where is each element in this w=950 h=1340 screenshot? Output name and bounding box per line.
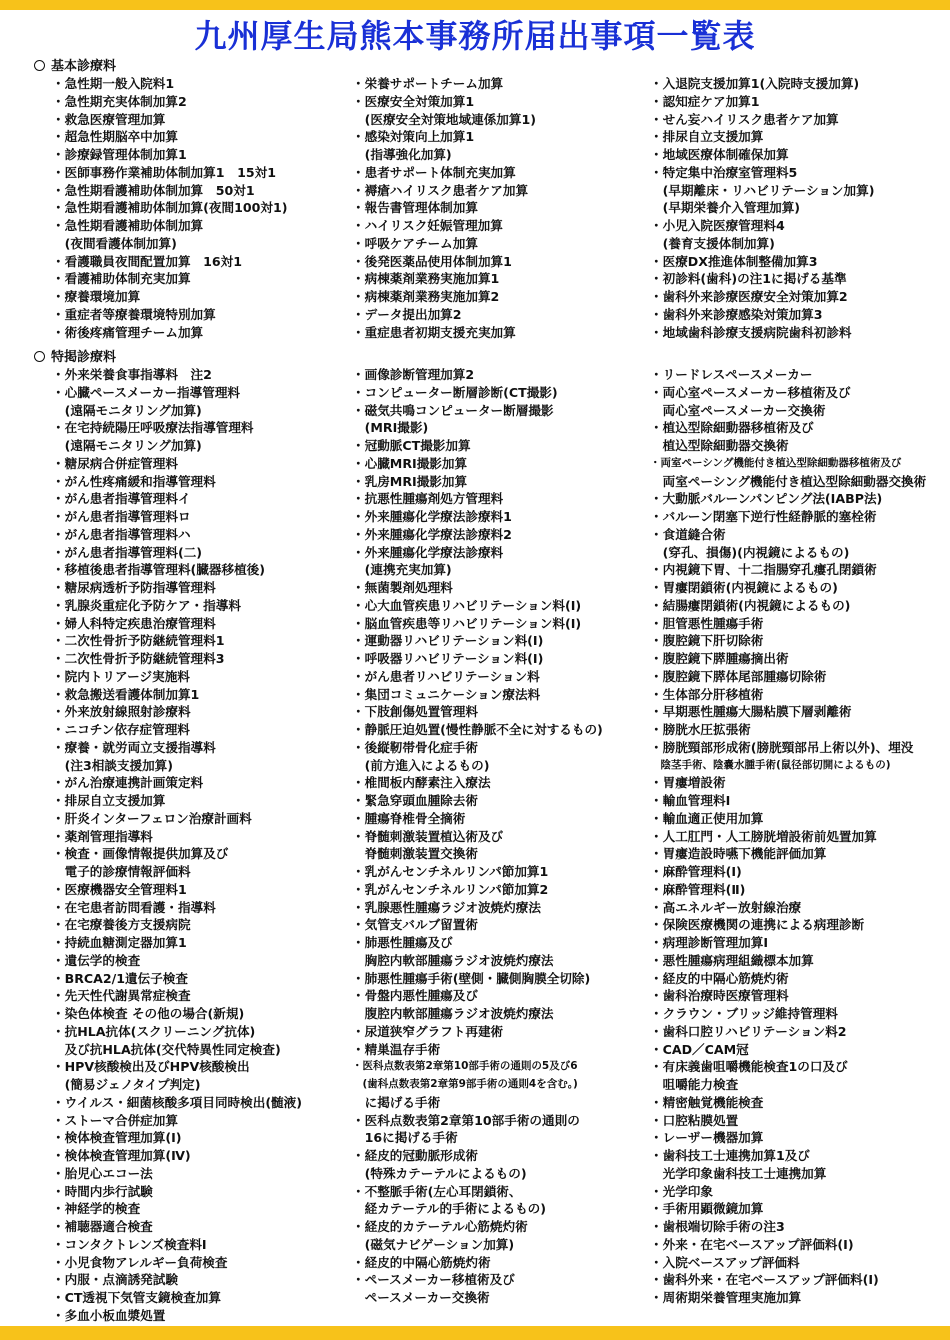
- list-item: ・医科点数表第2章第10部手術の通則の5及び6: [352, 1060, 578, 1073]
- list-item: ・麻酔管理料(Ⅱ): [650, 881, 746, 897]
- list-item: ・検体検査管理加算(Ⅰ): [52, 1130, 182, 1146]
- list-item: ・外来腫瘍化学療法診療料: [352, 544, 504, 560]
- list-item: ・持続血糖測定器加算1: [52, 935, 187, 950]
- list-item: ・磁気共鳴コンピューター断層撮影: [352, 402, 554, 418]
- list-item: ペースメーカー交換術: [352, 1290, 490, 1305]
- list-item: ・医療安全対策加算1: [352, 93, 475, 109]
- list-item: ・神経学的検査: [52, 1201, 141, 1217]
- list-item: (前方進入によるもの): [352, 757, 490, 773]
- list-item: ・術後疼痛管理チーム加算: [52, 324, 204, 340]
- list-item: ・経皮的中隔心筋焼灼術: [650, 970, 789, 986]
- list-item: ・呼吸ケアチーム加算: [352, 235, 478, 251]
- list-item: ・コンピューター断層診断(CT撮影): [352, 384, 558, 400]
- list-item: ・排尿自立支援加算: [52, 793, 166, 808]
- list-item: 植込型除細動器交換術: [650, 438, 789, 453]
- list-item: ・感染対策向上加算1: [352, 129, 475, 145]
- list-item: ・脊髄刺激装置植込術及び: [352, 828, 504, 844]
- list-item: ・先天性代謝異常症検査: [52, 988, 191, 1004]
- list-item: ・腫瘍脊椎骨全摘術: [352, 810, 466, 826]
- list-item: ・患者サポート体制充実加算: [352, 164, 516, 180]
- list-item: ・診療録管理体制加算1: [52, 147, 187, 162]
- list-item: ・心大血管疾患リハビリテーション料(Ⅰ): [352, 597, 582, 613]
- list-item: ・救急医療管理加算: [52, 111, 166, 127]
- list-item: ・報告書管理体制加算: [352, 200, 478, 216]
- list-item: ・歯科口腔リハビリテーション料2: [650, 1023, 847, 1039]
- list-item: ・両室ペーシング機能付き植込型除細動器移植術及び: [650, 456, 902, 469]
- list-item: (遠隔モニタリング加算): [52, 438, 202, 453]
- list-item: 及び抗HLA抗体(交代特異性同定検査): [52, 1041, 281, 1057]
- list-item: ・重症患者初期支援充実加算: [352, 324, 516, 340]
- list-item: ・HPV核酸検出及びHPV核酸検出: [52, 1059, 250, 1075]
- list-item: 両室ペーシング機能付き植込型除細動器交換術: [650, 473, 927, 489]
- list-item: ・二次性骨折予防継続管理料1: [52, 633, 225, 649]
- list-item: ・医療DX推進体制整備加算3: [650, 253, 818, 269]
- list-item: ・糖尿病透析予防指導管理料: [52, 580, 216, 595]
- list-item: ・手術用顕微鏡加算: [650, 1201, 764, 1217]
- list-item: ・外来腫瘍化学療法診療料1: [352, 509, 512, 524]
- list-item: ・悪性腫瘍病理組織標本加算: [650, 952, 814, 968]
- list-item: ・病理診断管理加算Ⅰ: [650, 935, 769, 950]
- list-item: ・輸血適正使用加算: [650, 810, 764, 826]
- list-item: ・歯根端切除手術の注3: [650, 1219, 785, 1234]
- circle-bullet-icon: [34, 351, 45, 362]
- list-item: ・歯科外来・在宅ベースアップ評価料(Ⅰ): [650, 1272, 879, 1288]
- list-item: ・看護職員夜間配置加算 16対1: [52, 253, 243, 269]
- list-item: (早期栄養介入管理加算): [650, 200, 801, 216]
- basic-column-2: [352, 75, 536, 341]
- list-item: ・補聴器適合検査: [52, 1219, 153, 1234]
- list-item: ・乳がんセンチネルリンパ節加算2: [352, 881, 549, 897]
- list-item: ・療養・就労両立支援指導料: [52, 739, 216, 755]
- list-item: ・コンタクトレンズ検査料Ⅰ: [52, 1236, 207, 1252]
- list-item: (磁気ナビゲーション加算): [352, 1236, 515, 1252]
- list-item: (注3相談支援加算): [52, 757, 174, 773]
- list-item: ・静脈圧迫処置(慢性静脈不全に対するもの): [352, 722, 603, 737]
- list-item: ・胃瘻増設術: [650, 775, 726, 791]
- list-item: ・BRCA2/1遺伝子検査: [52, 970, 188, 986]
- list-item: ・歯科技工士連携加算1及び: [650, 1148, 810, 1163]
- list-item: ・乳がんセンチネルリンパ節加算1: [352, 864, 549, 879]
- list-item: ・ストーマ合併症加算: [52, 1112, 178, 1128]
- list-item: (遠隔モニタリング加算): [52, 402, 202, 418]
- list-item: ・CT透視下気管支鏡検査加算: [52, 1290, 221, 1305]
- list-item: ・がん性疼痛緩和指導管理料: [52, 473, 216, 489]
- list-item: ・在宅患者訪問看護・指導料: [52, 899, 216, 915]
- list-item: ・抗悪性腫瘍剤処方管理料: [352, 491, 504, 507]
- list-item: ・遺伝学的検査: [52, 952, 141, 968]
- list-item: ・院内トリアージ実施料: [52, 668, 190, 684]
- list-item: ・病棟薬剤業務実施加算1: [352, 271, 500, 287]
- special-column-3: [650, 366, 926, 1307]
- page-title: 九州厚生局熊本事務所届出事項一覧表: [194, 17, 756, 55]
- list-item: ・乳腺悪性腫瘍ラジオ波焼灼療法: [352, 899, 541, 915]
- list-item: ・超急性期脳卒中加算: [52, 129, 178, 145]
- list-item: ・急性期看護補助体制加算 50対1: [52, 182, 255, 198]
- bottom-accent-bar: [0, 1326, 950, 1340]
- list-item: ・がん患者リハビリテーション料: [352, 668, 540, 684]
- list-item: ・大動脈バルーンパンピング法(IABP法): [650, 491, 883, 507]
- list-item: ・心臓MRI撮影加算: [352, 455, 468, 471]
- list-item: ・肺悪性腫瘍及び: [352, 935, 453, 950]
- list-item: ・経皮的カテーテル心筋焼灼術: [352, 1219, 528, 1234]
- list-item: ・医科点数表第2章第10部手術の通則の: [352, 1112, 580, 1128]
- list-item: ・がん治療連携計画策定料: [52, 775, 204, 791]
- list-item: ・高エネルギー放射線治療: [650, 899, 802, 915]
- list-item: ・CAD／CAM冠: [650, 1041, 749, 1057]
- list-item: ・婦人科特定疾患治療管理料: [52, 615, 216, 631]
- circle-bullet-icon: [34, 60, 45, 71]
- list-item: ・骨盤内悪性腫瘍及び: [352, 988, 478, 1004]
- list-item: に掲げる手術: [352, 1094, 441, 1110]
- list-item: ・食道縫合術: [650, 526, 726, 542]
- list-item: ・在宅療養後方支援病院: [52, 917, 191, 933]
- list-item: ・糖尿病合併症管理料: [52, 455, 178, 471]
- list-item: ・褥瘡ハイリスク患者ケア加算: [352, 182, 529, 198]
- list-item: ・胃瘻閉鎖術(内視鏡によるもの): [650, 580, 838, 595]
- list-item: ・緊急穿頭血腫除去術: [352, 793, 478, 808]
- list-item: 光学印象歯科技工士連携加算: [650, 1165, 827, 1181]
- list-item: ・多血小板血漿処置: [52, 1307, 166, 1323]
- list-item: ・ペースメーカー移植術及び: [352, 1272, 515, 1288]
- list-item: ・歯科外来診療医療安全対策加算2: [650, 289, 848, 304]
- list-item: ・急性期看護補助体制加算(夜間100対1): [52, 200, 288, 216]
- list-item: ・ニコチン依存症管理料: [52, 722, 190, 737]
- list-item: ・ウイルス・細菌核酸多項目同時検出(髄液): [52, 1094, 303, 1110]
- list-item: ・重症者等療養環境特別加算: [52, 306, 216, 322]
- list-item: ・不整脈手術(左心耳閉鎖術、: [352, 1183, 522, 1199]
- list-item: ・医療機器安全管理料1: [52, 881, 187, 897]
- list-item: (穿孔、損傷)(内視鏡によるもの): [650, 544, 850, 560]
- list-item: ・移植後患者指導管理料(臓器移植後): [52, 562, 266, 578]
- list-item: 脊髄刺激装置交換術: [352, 846, 478, 862]
- basic-column-3: [650, 75, 874, 341]
- list-item: (早期離床・リハビリテーション加算): [650, 182, 875, 198]
- list-item: ・腹腔鏡下膵腫瘍摘出術: [650, 651, 789, 666]
- list-item: ・胎児心エコー法: [52, 1165, 153, 1181]
- list-item: ・検体検査管理加算(Ⅳ): [52, 1148, 191, 1163]
- list-item: ・乳房MRI撮影加算: [352, 473, 468, 489]
- list-item: ・集団コミュニケーション療法料: [352, 686, 541, 702]
- list-item: ・膀胱水圧拡張術: [650, 722, 751, 737]
- list-item: ・地域医療体制確保加算: [650, 147, 789, 162]
- list-item: ・小児入院医療管理料4: [650, 218, 785, 233]
- list-item: ・認知症ケア加算1: [650, 93, 760, 109]
- list-item: ・外来腫瘍化学療法診療料2: [352, 526, 512, 542]
- list-item: ・データ提出加算2: [352, 306, 462, 322]
- list-item: ・画像診断管理加算2: [352, 367, 475, 382]
- list-item: (養育支援体制加算): [650, 235, 775, 251]
- section-heading-basic: 基本診療料: [34, 58, 116, 75]
- list-item: ・精密触覚機能検査: [650, 1094, 764, 1110]
- special-column-2: [352, 366, 603, 1307]
- list-item: (特殊カテーテルによるもの): [352, 1165, 527, 1181]
- list-item: ・薬剤管理指導料: [52, 828, 153, 844]
- list-item: ・椎間板内酵素注入療法: [352, 775, 491, 791]
- list-item: ・外来栄養食事指導料 注2: [52, 367, 212, 382]
- list-item: ・初診料(歯科)の注1に掲げる基準: [650, 271, 847, 287]
- list-item: ・栄養サポートチーム加算: [352, 76, 504, 91]
- list-item: ・クラウン・ブリッジ維持管理料: [650, 1006, 838, 1021]
- list-item: (歯科点数表第2章第9部手術の通則4を含む。): [352, 1078, 578, 1090]
- section-heading-special: 特掲診療料: [34, 349, 116, 366]
- list-item: ・気管支バルブ留置術: [352, 917, 478, 933]
- list-item: ・人工肛門・人工膀胱増設術前処置加算: [650, 828, 877, 844]
- list-item: (夜間看護体制加算): [52, 235, 177, 251]
- list-item: ・バルーン閉塞下逆行性経静脈的塞栓術: [650, 509, 877, 524]
- list-item: 経カテーテル的手術によるもの): [352, 1201, 547, 1217]
- list-item: ・小児食物アレルギー負荷検査: [52, 1254, 228, 1270]
- list-item: ・精巣温存手術: [352, 1041, 441, 1057]
- list-item: ・入退院支援加算1(入院時支援加算): [650, 76, 860, 91]
- list-item: ・在宅持続陽圧呼吸療法指導管理料: [52, 420, 254, 436]
- list-item: ・胆管悪性腫瘍手術: [650, 615, 764, 631]
- list-item: ・入院ベースアップ評価料: [650, 1254, 800, 1270]
- list-item: ・後発医薬品使用体制加算1: [352, 253, 512, 269]
- list-item: ・急性期充実体制加算2: [52, 93, 187, 109]
- list-item: ・外来放射線照射診療料: [52, 704, 191, 720]
- list-item: 胸腔内軟部腫瘍ラジオ波焼灼療法: [352, 952, 554, 968]
- list-item: ・外来・在宅ベースアップ評価料(Ⅰ): [650, 1236, 854, 1252]
- special-column-1: [52, 366, 302, 1325]
- list-item: ・看護補助体制充実加算: [52, 271, 191, 287]
- list-item: ・がん患者指導管理料ハ: [52, 526, 191, 542]
- list-item: ・無菌製剤処理料: [352, 580, 453, 595]
- list-item: ・両心室ペースメーカー移植術及び: [650, 384, 851, 400]
- list-item: 電子的診療情報評価料: [52, 864, 191, 879]
- list-item: ・抗HLA抗体(スクリーニング抗体): [52, 1023, 256, 1039]
- list-item: ・胃瘻造設時嚥下機能評価加算: [650, 846, 827, 862]
- list-item: ・歯科治療時医療管理料: [650, 988, 789, 1004]
- list-item: ・病棟薬剤業務実施加算2: [352, 289, 500, 304]
- list-item: ・がん患者指導管理料ロ: [52, 509, 191, 524]
- list-item: ・心臓ペースメーカー指導管理料: [52, 384, 241, 400]
- list-item: ・急性期一般入院料1: [52, 76, 175, 91]
- list-item: ・がん患者指導管理料イ: [52, 491, 191, 507]
- list-item: ・口腔粘膜処置: [650, 1112, 739, 1128]
- list-item: ・腹腔鏡下膵体尾部腫瘍切除術: [650, 668, 827, 684]
- list-item: ・乳腺炎重症化予防ケア・指導料: [52, 597, 241, 613]
- list-item: ・膀胱頸部形成術(膀胱頸部吊上術以外)、埋没: [650, 739, 914, 755]
- list-item: ・時間内歩行試験: [52, 1183, 153, 1199]
- list-item: ・地域歯科診療支援病院歯科初診料: [650, 324, 852, 340]
- list-item: ・光学印象: [650, 1183, 713, 1199]
- list-item: ・ハイリスク妊娠管理加算: [352, 218, 503, 233]
- list-item: ・脳血管疾患等リハビリテーション料(Ⅰ): [352, 615, 582, 631]
- top-accent-bar: [0, 0, 950, 10]
- list-item: ・早期悪性腫瘍大腸粘膜下層剥離術: [650, 704, 852, 720]
- list-item: ・二次性骨折予防継続管理料3: [52, 651, 225, 666]
- list-item: ・特定集中治療室管理料5: [650, 164, 798, 180]
- list-item: ・リードレスペースメーカー: [650, 367, 813, 382]
- list-item: ・救急搬送看護体制加算1: [52, 686, 200, 702]
- list-item: ・内服・点滴誘発試験: [52, 1272, 178, 1288]
- list-item: ・植込型除細動器移植術及び: [650, 420, 814, 436]
- list-item: ・肺悪性腫瘍手術(壁側・臓側胸膜全切除): [352, 970, 591, 986]
- list-item: ・運動器リハビリテーション料(Ⅰ): [352, 633, 544, 649]
- list-item: ・検査・画像情報提供加算及び: [52, 846, 229, 862]
- list-item: ・周術期栄養管理実施加算: [650, 1290, 802, 1305]
- list-item: ・腹腔鏡下肝切除術: [650, 633, 764, 649]
- list-item: ・生体部分肝移植術: [650, 686, 764, 702]
- list-item: ・医師事務作業補助体制加算1 15対1: [52, 164, 276, 180]
- list-item: 咀嚼能力検査: [650, 1077, 739, 1092]
- list-item: 陰茎手術、陰嚢水腫手術(鼠径部切開によるもの): [650, 758, 891, 771]
- list-item: ・急性期看護補助体制加算: [52, 218, 204, 233]
- list-item: ・肝炎インターフェロン治療計画料: [52, 810, 252, 826]
- list-item: (指導強化加算): [352, 147, 452, 162]
- list-item: ・療養環境加算: [52, 289, 141, 304]
- list-item: ・輸血管理料Ⅰ: [650, 793, 731, 808]
- list-item: ・経皮的中隔心筋焼灼術: [352, 1254, 491, 1270]
- list-item: (簡易ジェノタイプ判定): [52, 1077, 201, 1092]
- list-item: ・結腸瘻閉鎖術(内視鏡によるもの): [650, 597, 851, 613]
- list-item: (医療安全対策地域連係加算1): [352, 111, 536, 127]
- list-item: ・後縦靭帯骨化症手術: [352, 739, 478, 755]
- list-item: 両心室ペースメーカー交換術: [650, 402, 826, 418]
- list-item: ・レーザー機器加算: [650, 1130, 764, 1146]
- list-item: ・冠動脈CT撮影加算: [352, 438, 471, 453]
- list-item: ・有床義歯咀嚼機能検査1の口及び: [650, 1059, 848, 1075]
- list-item: ・麻酔管理料(Ⅰ): [650, 864, 742, 879]
- list-item: ・下肢創傷処置管理料: [352, 704, 478, 720]
- list-item: ・尿道狭窄グラフト再建術: [352, 1023, 504, 1039]
- list-item: (連携充実加算): [352, 562, 452, 578]
- list-item: ・染色体検査 その他の場合(新規): [52, 1006, 245, 1021]
- list-item: (MRI撮影): [352, 420, 429, 436]
- list-item: ・経皮的冠動脈形成術: [352, 1148, 478, 1163]
- list-item: ・歯科外来診療感染対策加算3: [650, 306, 823, 322]
- list-item: ・呼吸器リハビリテーション料(Ⅰ): [352, 651, 544, 666]
- list-item: ・せん妄ハイリスク患者ケア加算: [650, 111, 839, 127]
- list-item: ・保険医療機関の連携による病理診断: [650, 917, 865, 933]
- list-item: 16に掲げる手術: [352, 1130, 458, 1146]
- list-item: 腹腔内軟部腫瘍ラジオ波焼灼療法: [352, 1006, 554, 1021]
- list-item: ・排尿自立支援加算: [650, 129, 764, 145]
- basic-column-1: [52, 75, 287, 341]
- list-item: ・がん患者指導管理料(二): [52, 544, 203, 560]
- list-item: ・内視鏡下胃、十二指腸穿孔瘻孔閉鎖術: [650, 562, 877, 578]
